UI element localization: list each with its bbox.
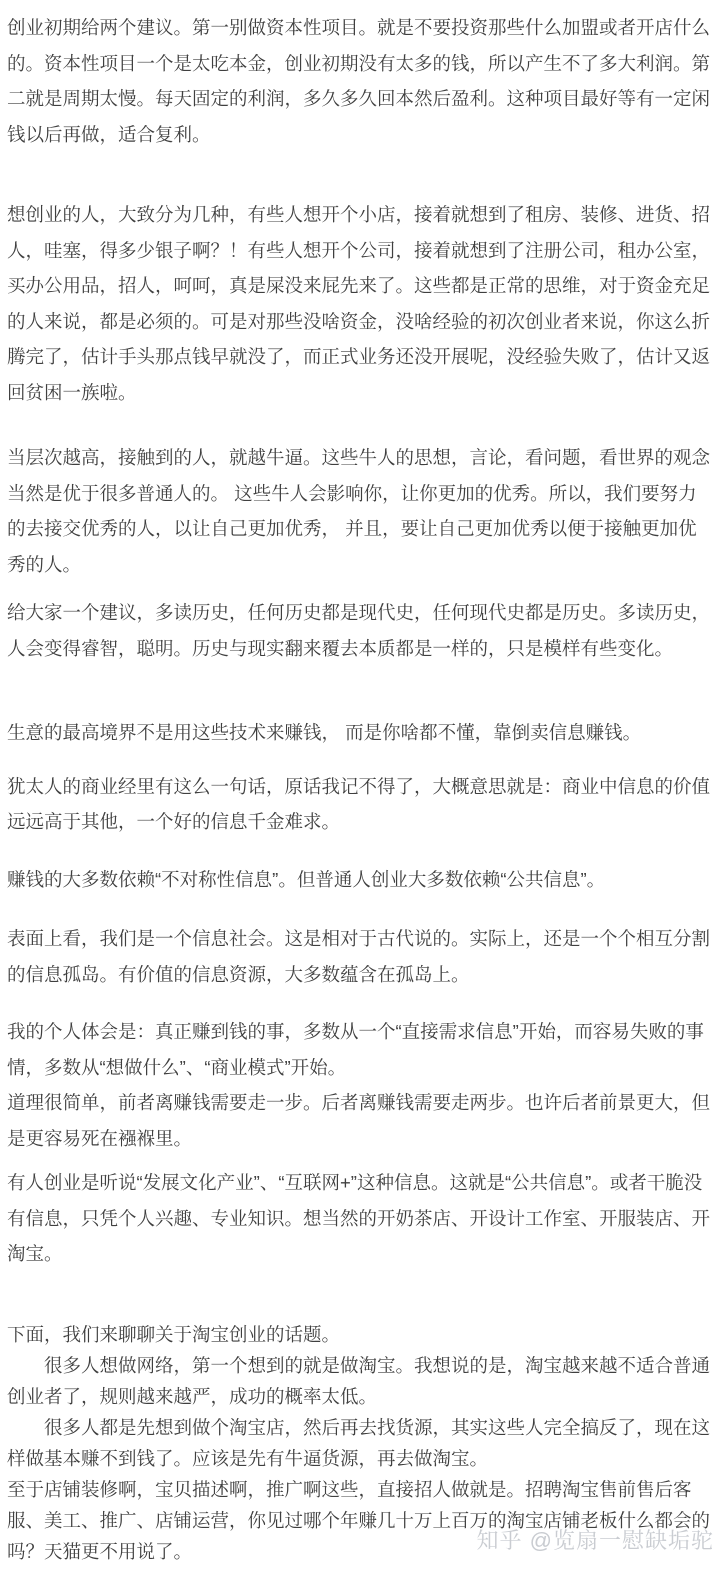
paragraph-startup-advice: 创业初期给两个建议。第一别做资本性项目。就是不要投资那些什么加盟或者开店什么的。资本性项目一个是太吃本金，创业初期没有太多的钱，所以产生不了多大利润。第二就是周期太慢。每天固定的利润，多久多久回本然后盈利。这种项目最好等有一定闲钱以后再做，适合复利。 (7, 17, 711, 145)
paragraph-network-quality: 当层次越高，接触到的人，就越牛逼。这些牛人的思想，言论，看问题，看世界的观念当然是优于很多普通人的。 这些牛人会影响你，让你更加的优秀。所以，我们要努力的去接交优秀的人，以让自己更加优秀， 并且，要让自己更加优秀以便于接触更加优秀的人。 (7, 447, 711, 575)
paragraph-business-highest-level: 生意的最高境界不是用这些技术来赚钱， 而是你啥都不懂，靠倒卖信息赚钱。 (7, 722, 642, 743)
paragraph-personal-experience (7, 1014, 713, 1156)
paragraph-public-info-examples: 有人创业是听说“发展文化产业”、“互联网+”这种信息。这就是“公共信息”。或者干脆没有信息，只凭个人兴趣、专业知识。想当然的开奶茶店、开设计工作室、开服装店、开淘宝。 (7, 1172, 711, 1264)
paragraph-asymmetric-info: 赚钱的大多数依赖“不对称性信息”。但普通人创业大多数依赖“公共信息”。 (7, 868, 606, 890)
paragraph-taobao-not-suitable: 很多人想做网络，第一个想到的就是做淘宝。我想说的是，淘宝越来越不适合普通创业者了，规则越来越严，成功的概率太低。 (7, 1354, 711, 1407)
paragraph-taobao-hire-people: 至于店铺装修啊，宝贝描述啊，推广啊这些，直接招人做就是。招聘淘宝售前售后客服、美工、推广、店铺运营，你见过哪个年赚几十万上百万的淘宝店铺老板什么都会的吗？天猫更不用说了。 (7, 1478, 711, 1562)
paragraph-info-islands: 表面上看，我们是一个信息社会。这是相对于古代说的。实际上，还是一个个相互分割的信息孤岛。有价值的信息资源，大多数蕴含在孤岛上。 (7, 928, 711, 985)
paragraph-taobao-intro: 下面，我们来聊聊关于淘宝创业的话题。 (7, 1323, 341, 1345)
paragraph-read-history: 给大家一个建议，多读历史，任何历史都是现代史，任何现代史都是历史。多读历史，人会变得睿智，聪明。历史与现实翻来覆去本质都是一样的，只是模样有些变化。 (7, 602, 711, 659)
paragraph-personal-experience-line-1: 我的个人体会是：真正赚到钱的事，多数从一个“直接需求信息”开始，而容易失败的事情，多数从“想做什么”、“商业模式”开始。 (7, 1021, 704, 1078)
paragraph-taobao-supply-first: 很多人都是先想到做个淘宝店，然后再去找货源，其实这些人完全搞反了，现在这样做基本赚不到钱了。应该是先有牛逼货源，再去做淘宝。 (7, 1416, 711, 1469)
paragraph-founder-types: 想创业的人，大致分为几种，有些人想开个小店，接着就想到了租房、装修、进货、招人，哇塞，得多少银子啊？！有些人想开个公司，接着就想到了注册公司，租办公室，买办公用品，招人，呵呵，真是屎没来屁先来了。这些都是正常的思维，对于资金充足的人来说，都是必须的。可是对那些没啥资金，没啥经验的初次创业者来说，你这么折腾完了，估计手头那点钱早就没了，而正式业务还没开展呢，没经验失败了，估计又返回贫困一族啦。 (7, 204, 711, 403)
paragraph-jewish-business-saying: 犹太人的商业经里有这么一句话，原话我记不得了，大概意思就是：商业中信息的价值远远高于其他，一个好的信息千金难求。 (7, 775, 711, 832)
zhihu-watermark: 知乎 @览扇一慰缺垢驼 (476, 1528, 714, 1553)
paragraph-personal-experience-line-2: 道理很简单，前者离赚钱需要走一步。后者离赚钱需要走两步。也许后者前景更大，但是更容易死在襁褓里。 (7, 1092, 711, 1149)
